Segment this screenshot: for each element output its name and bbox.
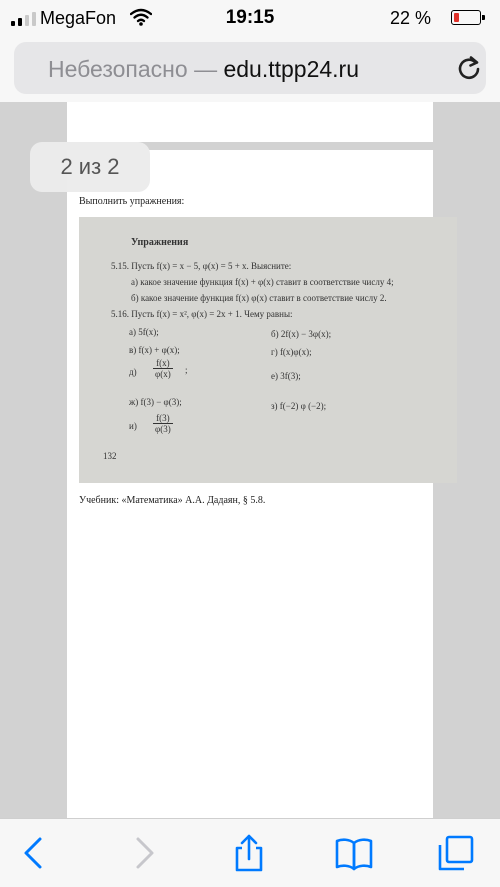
battery-level-fill xyxy=(454,13,459,22)
address-bar xyxy=(0,36,500,102)
url-host: edu.ttpp24.ru xyxy=(223,56,360,82)
bottom-toolbar xyxy=(0,818,500,887)
tabs-icon[interactable] xyxy=(436,833,476,873)
exercises-title: Упражнения xyxy=(131,237,189,248)
page-counter: 2 из 2 xyxy=(30,142,150,192)
share-icon[interactable] xyxy=(229,833,269,873)
document-viewer[interactable] xyxy=(0,102,500,818)
item-i-label: и) xyxy=(129,421,137,431)
fraction-fx-phix: $\frac{f(x)}{\varphi(x)}$ xyxy=(155,358,171,379)
doc-footer: Учебник: «Математика» А.А. Дадаян, § 5.8. xyxy=(79,495,266,506)
exercise-5-15-a: а) какое значение функция f(x) + φ(x) ставит в соответствие числу 4; xyxy=(131,277,394,287)
exercise-5-15: 5.15. Пусть f(x) = x − 5, φ(x) = 5 + x. Выясните: xyxy=(111,261,292,271)
document-page-1 xyxy=(67,102,433,142)
url-separator: — xyxy=(194,56,218,82)
item-g: г) f(x)φ(x); xyxy=(271,347,312,357)
status-bar xyxy=(0,0,500,36)
chevron-left-icon[interactable] xyxy=(14,833,54,873)
doc-heading: Выполнить упражнения: xyxy=(79,196,185,207)
url-text[interactable] xyxy=(48,56,359,83)
book-icon[interactable] xyxy=(334,833,374,873)
item-e: е) 3f(3); xyxy=(271,371,301,381)
item-v: в) f(x) + φ(x); xyxy=(129,345,180,355)
chevron-right-icon[interactable] xyxy=(124,833,164,873)
exercise-5-15-b: б) какое значение функция f(x) φ(x) ставит в соответствие числу 2. xyxy=(131,293,387,303)
item-d-label: д) xyxy=(129,367,137,377)
item-b: б) 2f(x) − 3φ(x); xyxy=(271,329,332,339)
fraction-f3-phi3: $\frac{f(3)}{\varphi(3)}$ xyxy=(155,413,171,434)
url-field[interactable] xyxy=(14,42,486,94)
document-page-2 xyxy=(67,150,433,818)
battery-icon xyxy=(451,10,481,25)
battery-percent: 22 % xyxy=(390,8,432,28)
item-zh: ж) f(3) − φ(3); xyxy=(129,397,182,407)
textbook-photo xyxy=(79,217,457,483)
item-z: з) f(−2) φ (−2); xyxy=(271,401,327,411)
item-d-semicolon: ; xyxy=(185,365,188,375)
clock: 19:15 xyxy=(225,7,275,28)
reload-icon[interactable] xyxy=(454,54,484,84)
carrier-name: MegaFon xyxy=(40,8,117,28)
exercise-5-16: 5.16. Пусть f(x) = x², φ(x) = 2x + 1. Чему равны: xyxy=(111,309,293,319)
security-warning: Небезопасно xyxy=(48,56,188,82)
item-a: а) 5f(x); xyxy=(129,327,159,337)
book-page-number: 132 xyxy=(103,451,117,461)
